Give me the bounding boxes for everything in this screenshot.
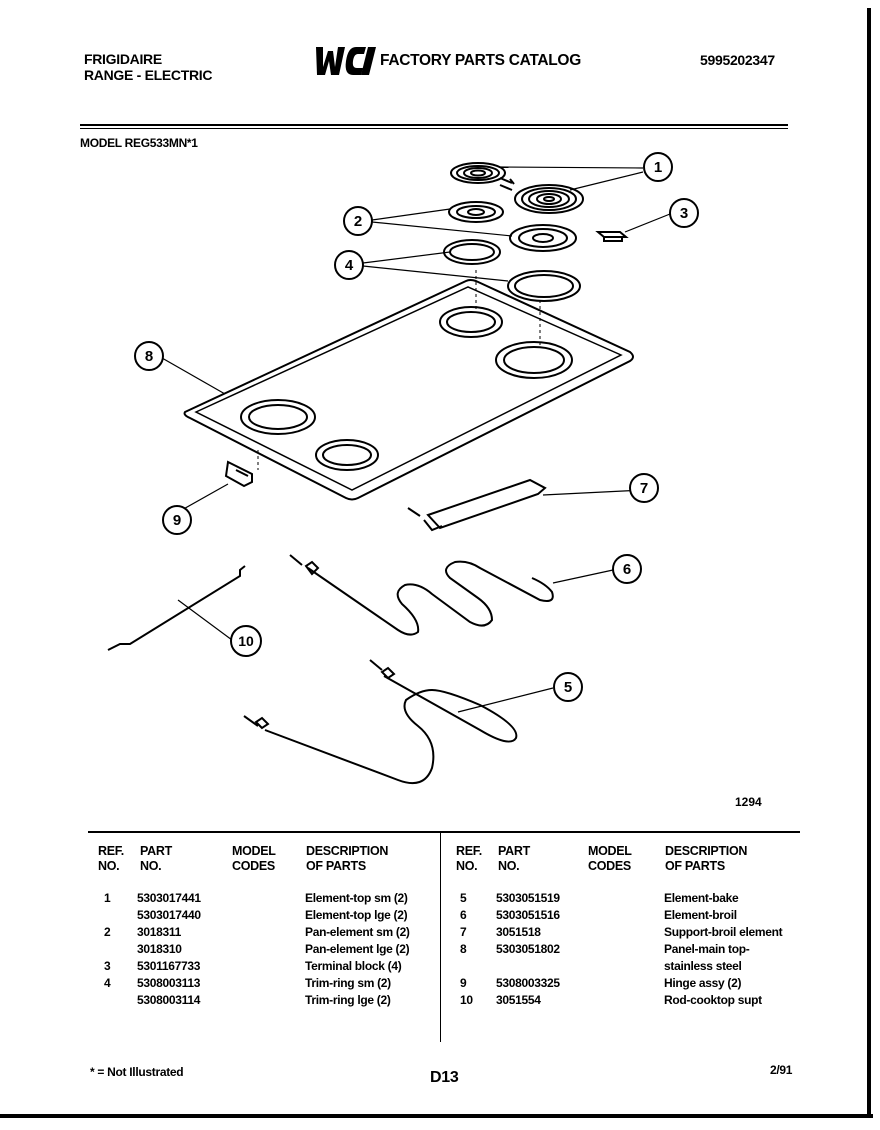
callout-10	[231, 626, 261, 656]
pan-element-large	[510, 225, 576, 251]
table-divider	[440, 832, 441, 1042]
header-model-right: MODEL CODES	[588, 844, 632, 873]
header-part-right: PART NO.	[498, 844, 530, 873]
callout-1	[644, 153, 672, 181]
table-col-ref: 1 2 3 4	[104, 891, 111, 990]
svg-text:3: 3	[679, 205, 689, 222]
svg-text:10: 10	[238, 633, 254, 649]
product-type: RANGE - ELECTRIC	[84, 67, 213, 83]
header-description-right: DESCRIPTION OF PARTS	[665, 844, 748, 873]
revision-date: 2/91	[770, 1063, 793, 1077]
svg-text:8: 8	[144, 348, 154, 365]
pan-element-small	[449, 202, 503, 222]
element-top-large	[500, 185, 583, 213]
callout-9	[163, 506, 191, 534]
drawing-number: 1294	[735, 795, 762, 809]
header-description: DESCRIPTION OF PARTS	[306, 844, 389, 873]
table-top-rule	[88, 831, 800, 833]
table-col-part: 5303017441 5303017440 3018311 3018310 5301167733 5308003113 5308003114	[137, 891, 201, 1007]
support-broil-element	[408, 480, 545, 530]
header-rule-thin	[80, 128, 788, 129]
element-top-small	[451, 163, 514, 184]
callout-5	[554, 673, 582, 701]
callout-4	[335, 251, 363, 279]
header-model: MODEL CODES	[232, 844, 276, 873]
table-col-ref-right: 5 6 7 8 9 10	[460, 891, 473, 1007]
callout-7	[630, 474, 658, 502]
callout-6	[613, 555, 641, 583]
header-ref: REF. NO.	[98, 844, 124, 873]
element-broil	[290, 555, 553, 635]
catalog-title: FACTORY PARTS CATALOG	[380, 52, 581, 69]
main-top-panel	[185, 280, 633, 500]
callout-2	[344, 207, 372, 235]
svg-text:6: 6	[622, 561, 632, 578]
callout-8	[135, 342, 163, 370]
not-illustrated-note: * = Not Illustrated	[90, 1065, 184, 1079]
wci-logo	[312, 45, 378, 77]
page-border-bottom	[0, 1114, 873, 1118]
table-col-description: Element-top sm (2) Element-top lge (2) Pan-element sm (2) Pan-element lge (2) Terminal block (4) Trim-ring sm (2) Trim-ring lge (2)	[305, 891, 410, 1007]
header-part: PART NO.	[140, 844, 172, 873]
svg-text:4: 4	[344, 257, 354, 274]
svg-text:5: 5	[563, 679, 573, 696]
svg-text:7: 7	[639, 480, 649, 497]
header-rule	[80, 124, 788, 126]
svg-text:2: 2	[353, 213, 363, 230]
header-ref-right: REF. NO.	[456, 844, 482, 873]
rod-cooktop-support	[108, 566, 245, 650]
brand-name: FRIGIDAIRE	[84, 51, 162, 67]
exploded-parts-diagram	[0, 140, 880, 820]
trim-ring-small	[444, 240, 500, 264]
trim-ring-large	[508, 271, 580, 301]
model-label: MODEL REG533MN*1	[80, 136, 198, 150]
element-bake	[244, 660, 516, 783]
svg-text:1: 1	[653, 159, 663, 176]
page-code: D13	[430, 1069, 459, 1086]
table-col-description-right: Element-bake Element-broil Support-broil element Panel-main top- stainless steel Hinge assy (2) Rod-cooktop supt	[664, 891, 783, 1007]
hinge-assy	[226, 462, 252, 486]
callout-3	[670, 199, 698, 227]
svg-text:9: 9	[172, 512, 182, 529]
terminal-block	[598, 232, 626, 241]
catalog-number: 5995202347	[700, 52, 775, 68]
table-col-part-right: 5303051519 5303051516 3051518 5303051802 5308003325 3051554	[496, 891, 560, 1007]
